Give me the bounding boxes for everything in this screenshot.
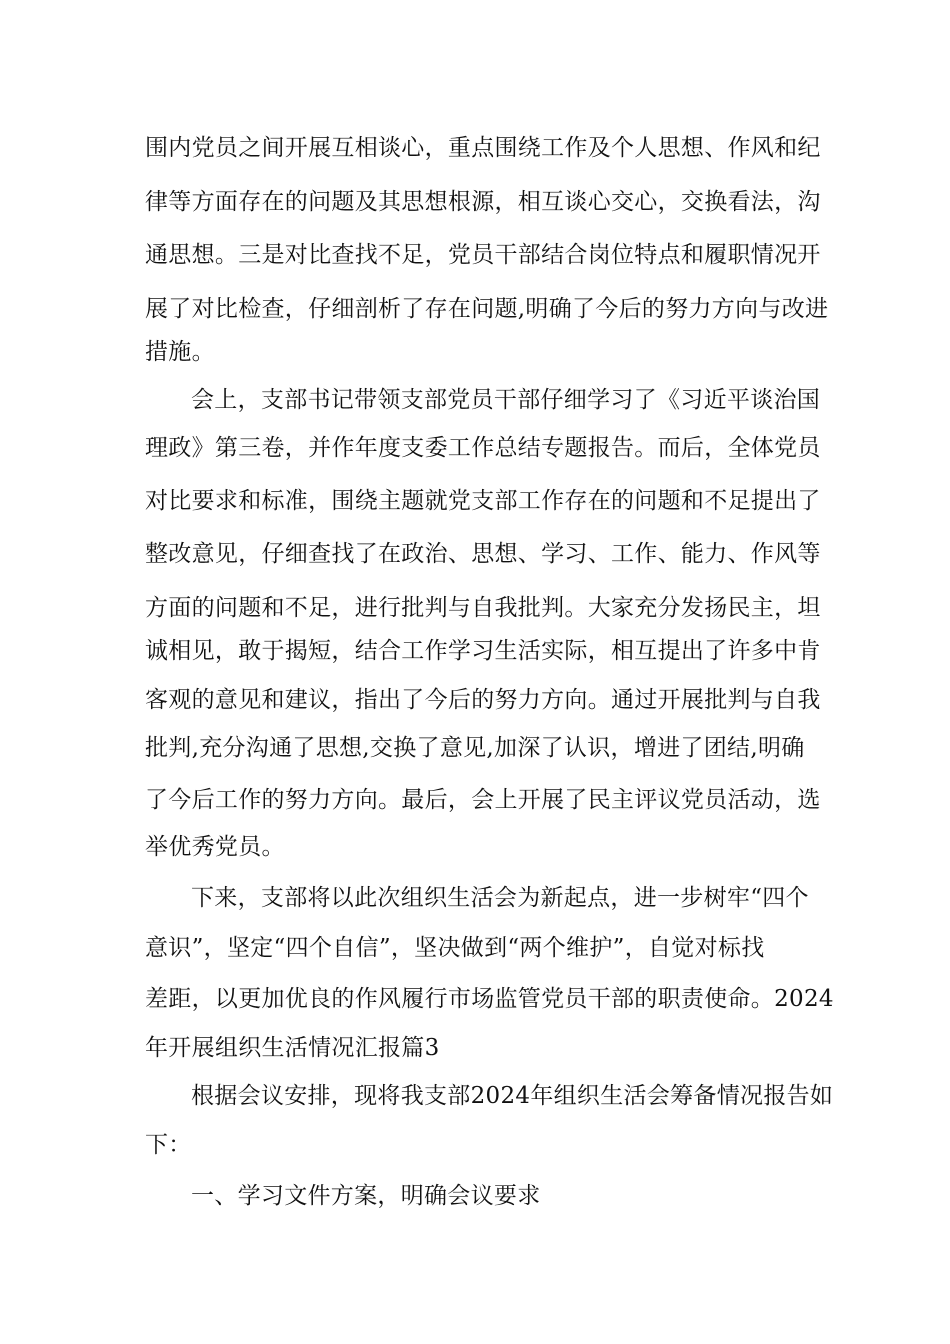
body-text-line: 方面的问题和不足，进行批判与自我批判。大家充分发扬民主，坦 [145, 595, 821, 621]
body-text-line: 下： [145, 1132, 192, 1158]
body-text-line: 意识”，坚定“四个自信”，坚决做到“两个维护”，自觉对标找 [145, 935, 765, 961]
paragraph-first-line: 根据会议安排，现将我支部2024年组织生活会筹备情况报告如 [191, 1083, 834, 1109]
body-text-line: 对比要求和标准，围绕主题就党支部工作存在的问题和不足提出了 [145, 488, 821, 514]
body-text-line: 诚相见，敢于揭短，结合工作学习生活实际，相互提出了许多中肯 [145, 638, 821, 664]
body-text-line: 律等方面存在的问题及其思想根源，相互谈心交心，交换看法，沟 [145, 189, 821, 215]
body-text-line: 措施。 [145, 339, 215, 365]
body-text-line: 批判,充分沟通了思想,交换了意见,加深了认识，增进了团结,明确 [145, 735, 805, 761]
body-text-line: 通思想。三是对比查找不足，党员干部结合岗位特点和履职情况开 [145, 242, 821, 268]
body-text-line: 整改意见，仔细查找了在政治、思想、学习、工作、能力、作风等 [145, 541, 821, 567]
body-text-line: 举优秀党员。 [145, 834, 285, 860]
section-heading: 一、学习文件方案，明确会议要求 [191, 1183, 541, 1209]
body-text-line: 差距，以更加优良的作风履行市场监管党员干部的职责使命。2024 [145, 986, 834, 1012]
body-text-line: 理政》第三卷，并作年度支委工作总结专题报告。而后，全体党员 [145, 435, 821, 461]
body-text-line: 客观的意见和建议，指出了今后的努力方向。通过开展批判与自我 [145, 687, 821, 713]
body-text-line: 展了对比检查，仔细剖析了存在问题,明确了今后的努力方向与改进 [145, 296, 829, 322]
paragraph-first-line: 会上，支部书记带领支部党员干部仔细学习了《习近平谈治国 [191, 387, 821, 413]
body-text-line: 了今后工作的努力方向。最后，会上开展了民主评议党员活动，选 [145, 787, 821, 813]
body-text-line: 围内党员之间开展互相谈心，重点围绕工作及个人思想、作风和纪 [145, 135, 821, 161]
paragraph-first-line: 下来，支部将以此次组织生活会为新起点，进一步树牢“四个 [191, 885, 809, 911]
body-text-line: 年开展组织生活情况汇报篇3 [145, 1035, 440, 1061]
